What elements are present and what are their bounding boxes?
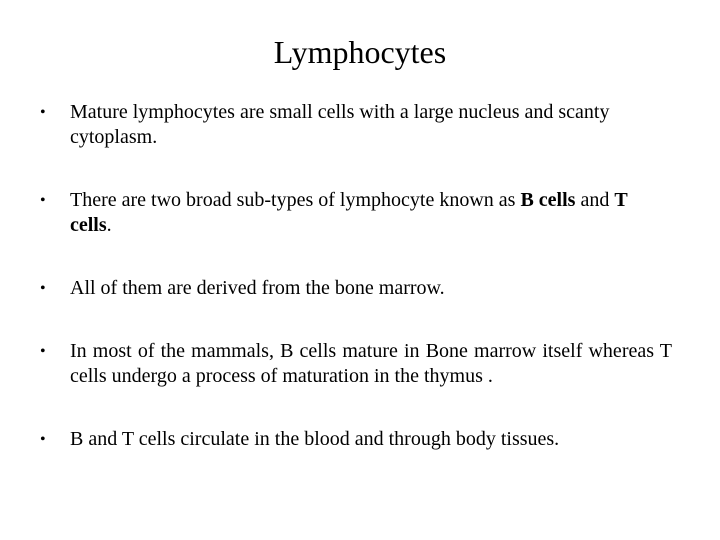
bullet-icon: •	[40, 192, 46, 209]
bullet-icon: •	[40, 280, 46, 297]
bullet-text: B and T cells circulate in the blood and through body tissues.	[70, 428, 560, 450]
bullet-text-after: .	[106, 214, 112, 236]
bullet-text: In most of the mammals, B cells mature in Bone marrow itself whereas T cells undergo a process of maturation in the thymus .	[70, 340, 672, 387]
bullet-icon: •	[40, 104, 46, 121]
bullet-list	[40, 100, 672, 490]
bullet-text-middle: and	[575, 189, 615, 211]
bullet-icon: •	[40, 343, 46, 360]
bullet-icon: •	[40, 431, 46, 448]
bullet-item	[40, 188, 672, 238]
slide-title: Lymphocytes	[273, 34, 447, 70]
bullet-bold-t-cells: T cells	[70, 189, 628, 236]
bullet-text-before: There are two broad sub-types of lymphocyte known as	[70, 189, 521, 211]
bullet-bold-b-cells: B cells	[520, 189, 576, 211]
bullet-item	[40, 339, 672, 389]
bullet-item	[40, 276, 672, 301]
bullet-text: Mature lymphocytes are small cells with a large nucleus and scanty cytoplasm.	[70, 101, 610, 148]
bullet-item	[40, 100, 672, 150]
bullet-item	[40, 427, 672, 452]
bullet-text: All of them are derived from the bone marrow.	[70, 277, 445, 299]
